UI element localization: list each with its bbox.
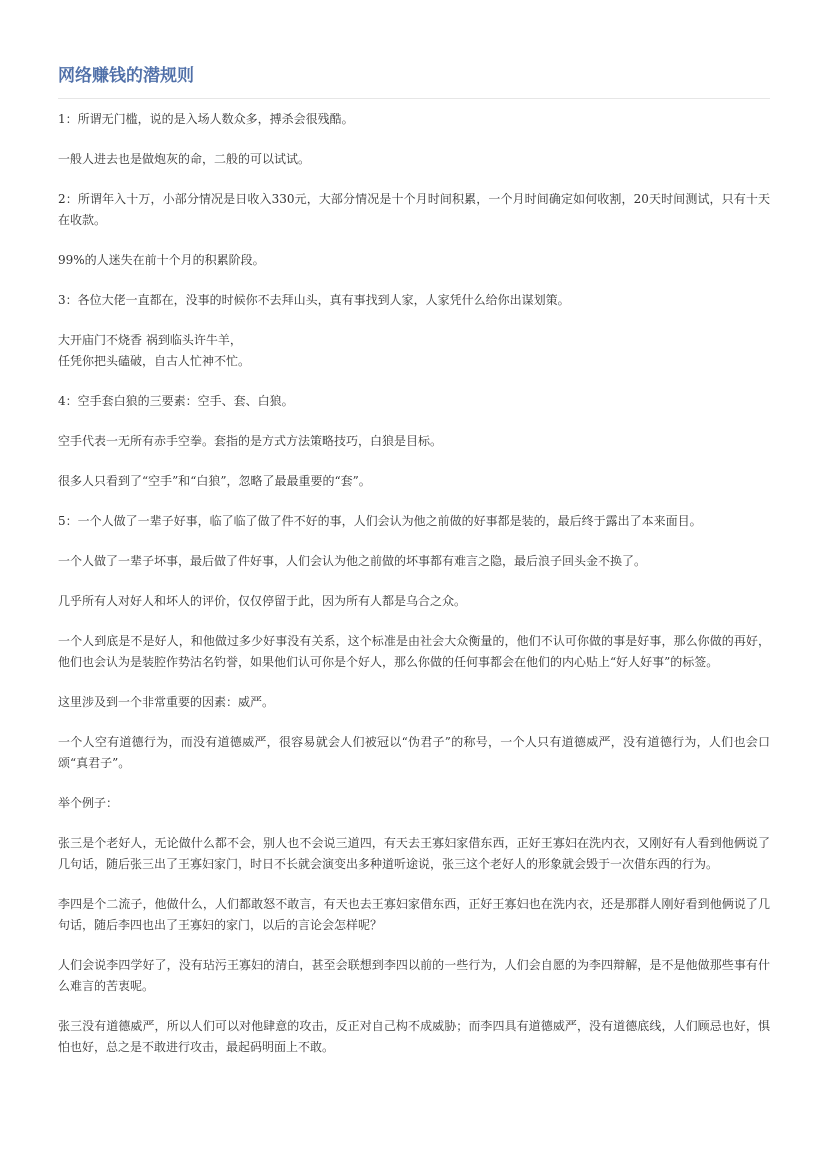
paragraph-8: 空手代表一无所有赤手空拳。套指的是方式方法策略技巧，白狼是目标。 bbox=[58, 434, 443, 448]
paragraph-9: 很多人只看到了“空手”和“白狼”，忽略了最最重要的“套”。 bbox=[58, 474, 371, 488]
paragraph-3: 2：所谓年入十万，小部分情况是日收入330元，大部分情况是十个月时间积累，一个月时间确定如何收割，20天时间测试，只有十天在收款。 bbox=[58, 192, 770, 227]
paragraph-19: 人们会说李四学好了，没有玷污王寡妇的清白，甚至会联想到李四以前的一些行为，人们会自愿的为李四辩解，是不是他做那些事有什么难言的苦衷呢。 bbox=[58, 958, 770, 993]
paragraph-15: 一个人空有道德行为，而没有道德威严，很容易就会人们被冠以“伪君子”的称号，一个人只有道德威严，没有道德行为，人们也会口颂“真君子”。 bbox=[58, 735, 770, 770]
paragraph-18: 李四是个二流子，他做什么，人们都敢怒不敢言，有天也去王寡妇家借东西，正好王寡妇也在洗内衣，还是那群人刚好看到他俩说了几句话，随后李四也出了王寡妇的家门，以后的言论会怎样呢？ bbox=[58, 897, 770, 932]
paragraph-16: 举个例子： bbox=[58, 796, 119, 810]
paragraph-13: 一个人到底是不是好人，和他做过多少好事没有关系，这个标准是由社会大众衡量的，他们不认可你做的事是好事，那么你做的再好，他们也会认为是装腔作势沽名钓誉，如果他们认可你是个好人，那么你做的任何事都会在他们的内心贴上“好人好事”的标签。 bbox=[58, 634, 770, 669]
paragraph-1: 1：所谓无门槛，说的是入场人数众多，搏杀会很残酷。 bbox=[58, 112, 354, 126]
paragraph-20: 张三没有道德威严，所以人们可以对他肆意的攻击，反正对自己构不成威胁；而李四具有道德威严，没有道德底线，人们顾忌也好，惧怕也好，总之是不敢进行攻击，最起码明面上不敢。 bbox=[58, 1019, 770, 1054]
paragraph-4: 99%的人迷失在前十个月的积累阶段。 bbox=[58, 253, 265, 267]
paragraph-6-verse: 大开庙门不烧香 祸到临头许牛羊， 任凭你把头磕破，自古人忙神不忙。 bbox=[58, 333, 251, 368]
article-body bbox=[58, 109, 770, 1058]
article bbox=[58, 64, 770, 1058]
paragraph-2: 一般人进去也是做炮灰的命，二般的可以试试。 bbox=[58, 152, 311, 166]
paragraph-14: 这里涉及到一个非常重要的因素：威严。 bbox=[58, 695, 275, 709]
paragraph-10: 5：一个人做了一辈子好事，临了临了做了件不好的事，人们会认为他之前做的好事都是装的，最后终于露出了本来面目。 bbox=[58, 514, 702, 528]
paragraph-17: 张三是个老好人，无论做什么都不会，别人也不会说三道四，有天去王寡妇家借东西，正好王寡妇在洗内衣，又刚好有人看到他俩说了几句话，随后张三出了王寡妇家门，时日不长就会演变出多种道听途说，张三这个老好人的形象就会毁于一次借东西的行为。 bbox=[58, 836, 770, 871]
article-title: 网络赚钱的潜规则 bbox=[58, 64, 770, 99]
paragraph-11: 一个人做了一辈子坏事，最后做了件好事，人们会认为他之前做的坏事都有难言之隐，最后浪子回头金不换了。 bbox=[58, 554, 647, 568]
paragraph-12: 几乎所有人对好人和坏人的评价，仅仅停留于此，因为所有人都是乌合之众。 bbox=[58, 594, 467, 608]
paragraph-5: 3：各位大佬一直都在，没事的时候你不去拜山头，真有事找到人家，人家凭什么给你出谋划策。 bbox=[58, 293, 570, 307]
paragraph-7: 4：空手套白狼的三要素：空手、套、白狼。 bbox=[58, 394, 294, 408]
